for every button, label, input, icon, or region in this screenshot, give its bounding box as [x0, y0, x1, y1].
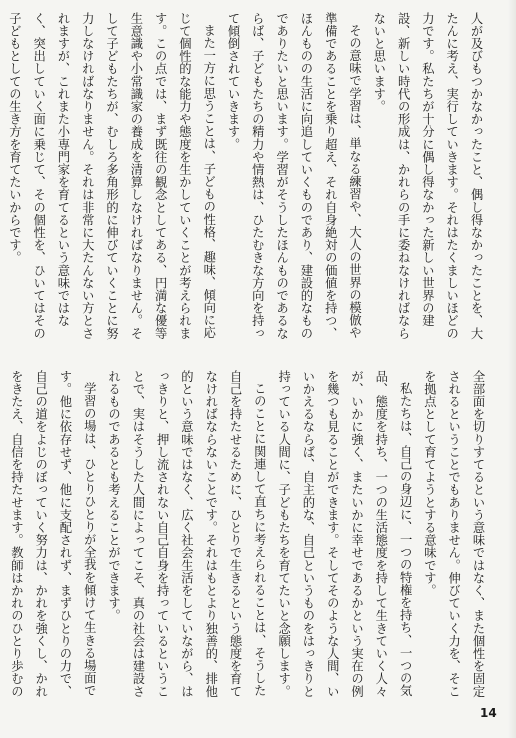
paragraph: また一方に思うことは、子どもの性格、趣味、傾向に応じて個性的な能力や態度を生かしていくことが考えられます。この点では、まず既往の観念としてある、円満な優等生意識や小常識家の養成を清算しなければなりません。そして子どもたちが、むしろ多角形的に伸びていくことに努力しなければなりません。それは非常に大たんない方とされますが、これまた小専門家を育てるという意味ではなく、突出していく面に乗じて、その個性を、ひいてはその子どもとしての生き方を育てたいからです。: [7, 12, 216, 340]
paragraph: 学習の場は、ひとりひとりが全我を傾けて生きる場面です。他に依存せず、他に支配されず、まずひとりの力で、自己の道をよじのぼっていく努力は、かれを強くし、かれをきたえ、自信を持たせます。教師はかれのひとり歩むの: [9, 370, 97, 698]
paragraph: その意味で学習は、単なる練習や、大人の世界の模倣や準備であることを乗り超え、それ自身絶対の価値を持つ、ほんものの生活に向追していくものであり、建設的なものでありたいと思います。学習がそうしたほんものであるならば、子どもたちの精力や情熱は、ひたむきな方向を持って傾倒されていきます。: [226, 12, 362, 340]
paragraph: [0, 12, 2, 348]
page-edge-shadow: [508, 0, 516, 738]
paragraph: 私たちは、自己の身辺に、一つの特権を持ち、一つの気品、態度を持ち、一つの生活態度を持して生きていく人々が、いかに強く、またいかに幸せであるかという実在の例を幾つも見ることができます。そしてそのような人間、いいかえるならば、自主的な、自己というものをはっきりと持っている人間に、子どもたちを育てたいと念願します。: [276, 370, 413, 698]
page-number: 14: [480, 706, 497, 720]
bottom-text-block: [9, 370, 490, 700]
top-text-block: [7, 12, 488, 348]
paragraph: このことに関連して直ちに考えられることは、そうした自己を持たせるために、ひとりで生きるという態度を育てなければならないことです。それはもとより独善的、排他的という意味ではなく、広く社会生活をしていながら、はっきりと、押し流されない自己自身を持っているということで、実はそうした人間によってこそ、真の社会は建設されるものであるとも考えることができます。: [106, 370, 267, 698]
paragraph: 人が及びもつかなかったこと、偶し得なかったことを、大たんに考え、実行していきます。それはたくましいほどの力です。私たちが十分に偶し得なかった新しい世界の建設、新しい時代の形成は、かれらの手に委ねなければならないと思います。: [371, 12, 483, 340]
paragraph: 全部面を切りすてるという意味ではなく、また個性を固定されるということでもありません。伸びていく力を、そこを拠点として育てようとする意味です。: [422, 370, 485, 698]
